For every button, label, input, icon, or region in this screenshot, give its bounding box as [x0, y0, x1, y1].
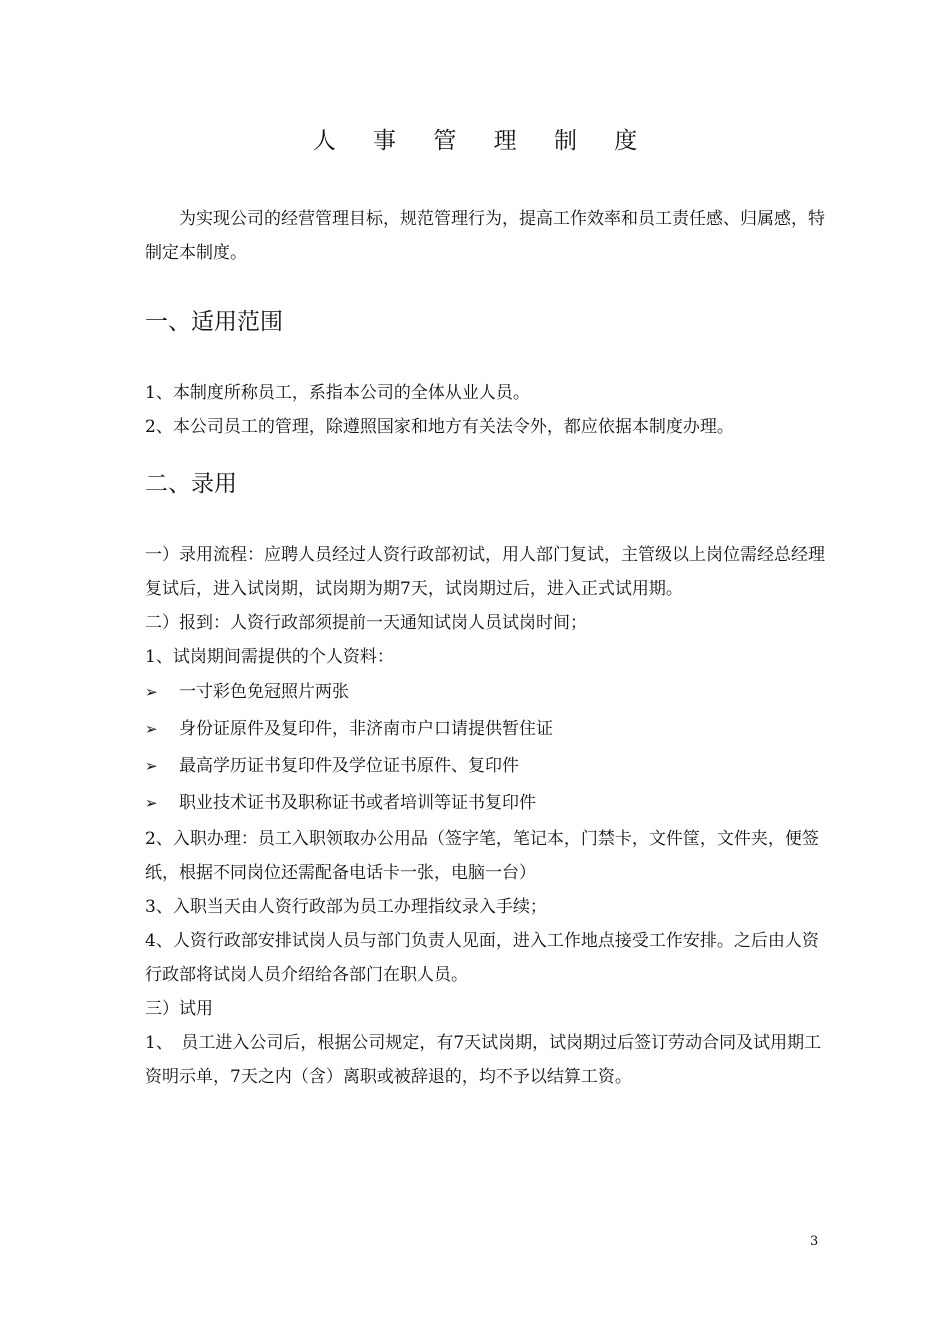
arrow-bullet-icon: ➢ — [145, 683, 158, 701]
material-item-4: 职业技术证书及职称证书或者培训等证书复印件 — [179, 793, 536, 813]
list-item — [145, 674, 825, 711]
material-item-2: 身份证原件及复印件，非济南市户口请提供暂住证 — [179, 719, 553, 739]
scope-item-1: 1、本制度所称员工，系指本公司的全体从业人员。 — [145, 383, 530, 403]
arrow-bullet-icon: ➢ — [145, 720, 158, 738]
hiring-process-paragraph: 一）录用流程：应聘人员经过人资行政部初试，用人部门复试，主管级以上岗位需经总经理复试后，进入试岗期，试岗期为期7天，试岗期过后，进入正式试用期。 — [145, 545, 825, 599]
list-item — [145, 748, 825, 785]
material-item-1: 一寸彩色免冠照片两张 — [179, 682, 349, 702]
arrow-bullet-icon: ➢ — [145, 757, 158, 775]
section-heading-hiring: 二、录用 — [145, 471, 237, 497]
materials-intro: 1、试岗期间需提供的个人资料： — [145, 647, 394, 667]
intro-paragraph: 为实现公司的经营管理目标，规范管理行为，提高工作效率和员工责任感、归属感，特制定本制度。 — [145, 209, 825, 263]
document-title: 人 事 管 理 制 度 — [312, 128, 653, 154]
report-paragraph: 二）报到：人资行政部须提前一天通知试岗人员试岗时间； — [145, 613, 587, 633]
material-item-3: 最高学历证书复印件及学位证书原件、复印件 — [179, 756, 519, 776]
document-body — [145, 202, 825, 1094]
list-item — [145, 785, 825, 822]
entry-item-2: 2、入职办理：员工入职领取办公用品（签字笔，笔记本，门禁卡，文件筐，文件夹，便签纸，根据不同岗位还需配备电话卡一张，电脑一台） — [145, 829, 819, 883]
scope-item-2: 2、本公司员工的管理，除遵照国家和地方有关法令外，都应依据本制度办理。 — [145, 417, 734, 437]
entry-item-3: 3、入职当天由人资行政部为员工办理指纹录入手续； — [145, 897, 547, 917]
list-item — [145, 711, 825, 748]
page-number: 3 — [810, 1234, 819, 1249]
entry-item-4: 4、人资行政部安排试岗人员与部门负责人见面，进入工作地点接受工作安排。之后由人资行政部将试岗人员介绍给各部门在职人员。 — [145, 931, 819, 985]
arrow-bullet-icon: ➢ — [145, 794, 158, 812]
trial-item-1: 1、 员工进入公司后，根据公司规定，有7天试岗期，试岗期过后签订劳动合同及试用期工资明示单，7天之内（含）离职或被辞退的，均不予以结算工资。 — [145, 1033, 822, 1087]
trial-heading: 三）试用 — [145, 999, 213, 1019]
section-heading-scope: 一、适用范围 — [145, 309, 283, 335]
